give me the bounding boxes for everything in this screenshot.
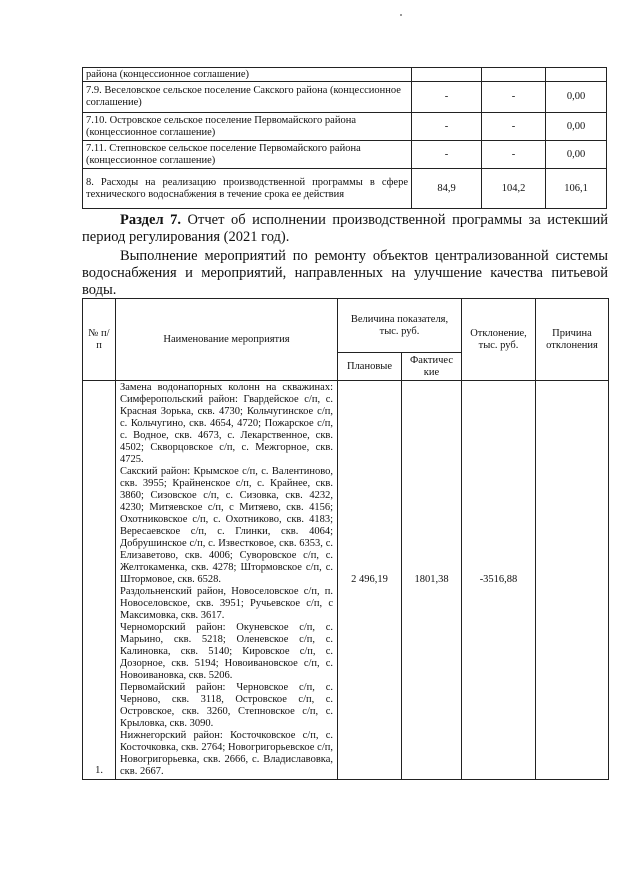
header-reason: Причина отклонения	[536, 299, 609, 381]
row-name: 8. Расходы на реализацию производственной программы в сфере технического водоснабжения в течение срока ее действия	[83, 169, 412, 209]
row-deviation: -3516,88	[462, 381, 536, 780]
header-row	[83, 299, 609, 353]
description-paragraph: Первомайский район: Черновское с/п, с. Черново, скв. 3118, Островское с/п, с. Островское, скв. 3260, Степновское с/п, с. Крыловка, скв. 3090.	[120, 682, 333, 729]
row-name: 7.11. Степновское сельское поселение Первомайского района (концессионное соглашение)	[83, 141, 412, 169]
row-fact: -	[482, 113, 546, 141]
row-plan	[412, 68, 482, 82]
description-paragraph: Сакский район: Крымское с/п, с. Валентиново, скв. 3955; Крайненское с/п, с. Крайнее, скв. 3860; Сизовское с/п, с. Сизовка, скв. 4232, 4230; Митяевское с/п, с Митяево, скв. 4156; Охотниковское с/п, с. Охотниково, скв. 4183; Вересаевское с/п, с. Глинки, скв. 4064; Добрушинское с/п, с. Известковое, скв. 6353, с. Елизаветово, скв. 4006; Суворовское с/п, с. Желтокаменка, скв. 4278; Штормовское с/п, с. Штормовое, скв. 6528.	[120, 466, 333, 585]
description-paragraph: Черноморский район: Окуневское с/п, с. Марьино, скв. 5218; Оленевское с/п, с. Калиновка, скв. 5140; Кировское с/п, с. Дозорное, скв. 5194; Новоивановское с/п, с. Новоивановка, скв. 5206.	[120, 622, 333, 681]
row-fact: 104,2	[482, 169, 546, 209]
row-dev: 0,00	[546, 113, 607, 141]
row-description	[116, 381, 338, 780]
row-fact	[482, 68, 546, 82]
table-row	[83, 68, 607, 82]
row-plan: -	[412, 82, 482, 113]
row-reason	[536, 381, 609, 780]
header-planned: Плановые	[338, 353, 402, 381]
row-actual: 1801,38	[402, 381, 462, 780]
section-title-text: Отчет об исполнении производственной программы за истекший период регулирования (2021 год).	[82, 212, 609, 245]
header-value-group: Величина показателя, тыс. руб.	[338, 299, 462, 353]
row-dev	[546, 68, 607, 82]
description-paragraph: Раздольненский район, Новоселовское с/п, п. Новоселовское, скв. 3951; Ручьевское с/п, с Максимовка, скв. 3617.	[120, 586, 333, 621]
top-table	[82, 67, 607, 209]
table-row	[83, 141, 607, 169]
header-actual: Фактичес кие	[402, 353, 462, 381]
header-name: Наименование мероприятия	[116, 299, 338, 381]
table-row	[83, 169, 607, 209]
row-name: 7.9. Веселовское сельское поселение Сакского района (концессионное соглашение)	[83, 82, 412, 113]
row-name: района (концессионное соглашение)	[83, 68, 412, 82]
header-num: № п/п	[83, 299, 116, 381]
row-plan: -	[412, 141, 482, 169]
row-name: 7.10. Островское сельское поселение Первомайского района (концессионное соглашение)	[83, 113, 412, 141]
scan-speck	[400, 14, 402, 16]
table-row	[83, 82, 607, 113]
row-num: 1.	[83, 381, 116, 780]
description-paragraph: Нижнегорский район: Косточковское с/п, с. Косточковка, скв. 2764; Новогригорьевское с/п, Новогригорьевка, скв. 2666, с. Владиславовка, скв. 2667.	[120, 730, 333, 777]
row-dev: 0,00	[546, 141, 607, 169]
table-row	[83, 113, 607, 141]
section-intro: Выполнение мероприятий по ремонту объектов централизованной системы водоснабжения и мероприятий, направленных на улучшение качества питьевой воды.	[82, 248, 608, 298]
header-deviation: Отклонение, тыс. руб.	[462, 299, 536, 381]
row-fact: -	[482, 82, 546, 113]
row-dev: 106,1	[546, 169, 607, 209]
activities-table	[82, 298, 609, 780]
row-dev: 0,00	[546, 82, 607, 113]
section-label: Раздел 7.	[120, 212, 181, 228]
row-plan: 84,9	[412, 169, 482, 209]
table-row	[83, 381, 609, 780]
section-title	[82, 212, 608, 246]
row-planned: 2 496,19	[338, 381, 402, 780]
description-paragraph: Замена водонапорных колонн на скважинах: Симферопольский район: Гвардейское с/п, с. Красная Зорька, скв. 4730; Кольчугинское с/п, с. Кольчугино, скв. 4654, 4720; Пожарское с/п, с. Водное, скв. 4673, с. Лекарственное, скв. 4502; Скворцовское с/п, с. Межгорное, скв. 4725.	[120, 382, 333, 465]
row-plan: -	[412, 113, 482, 141]
row-fact: -	[482, 141, 546, 169]
